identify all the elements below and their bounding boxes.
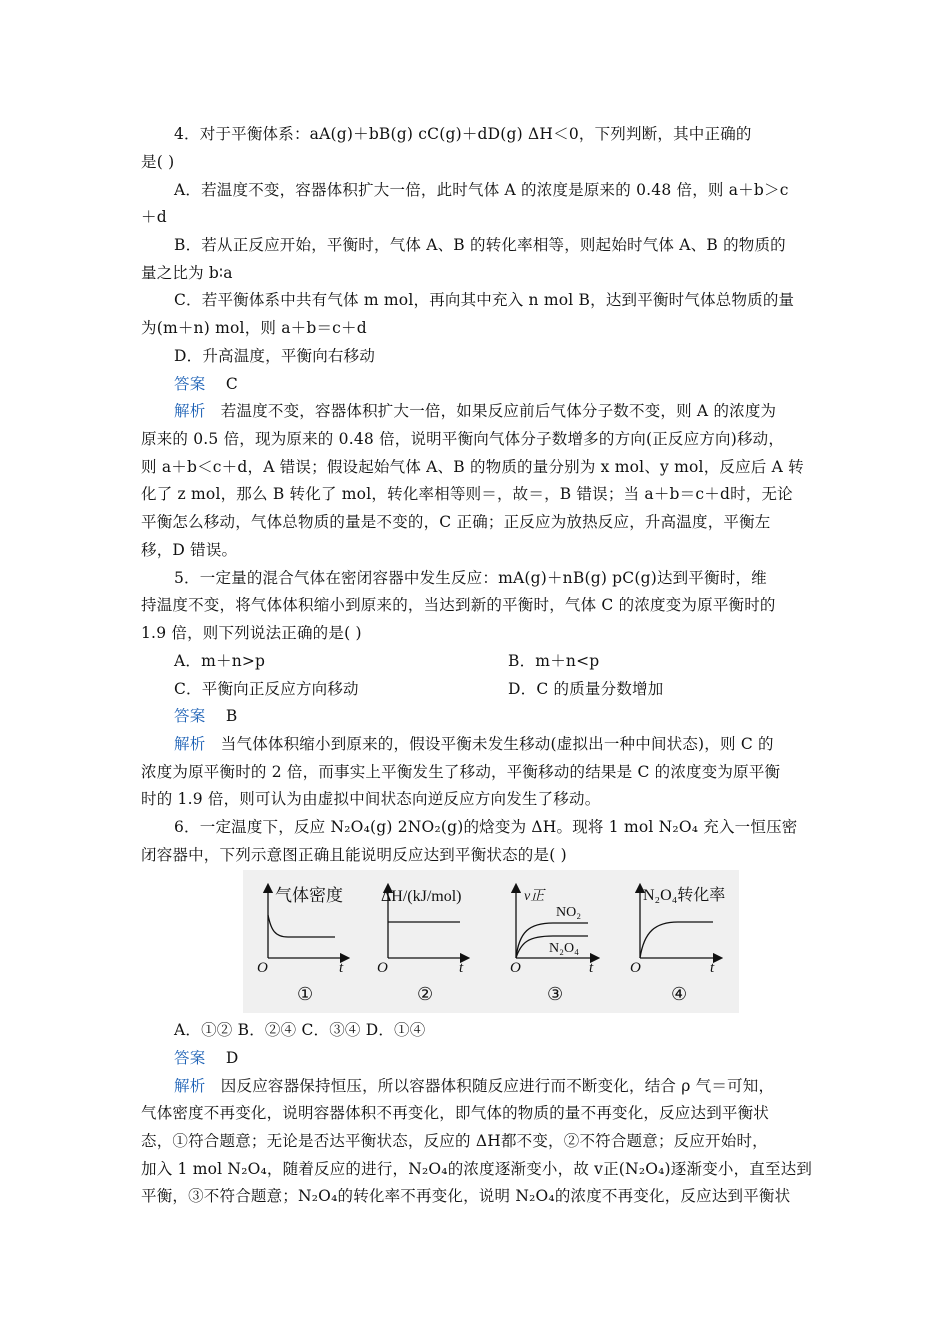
q5-option-c: C．平衡向正反应方向移动 <box>174 680 359 698</box>
q6-analysis-line3: 态，①符合题意；无论是否达平衡状态，反应的 ΔH都不变，②不符合题意；反应开始时， <box>141 1132 768 1150</box>
analysis-label: 解析 <box>174 402 206 420</box>
g3-n2o4-label: N₂O₄ <box>549 941 579 956</box>
q6-answer <box>174 1048 854 1068</box>
analysis-text: 因反应容器保持恒压，所以容器体积随反应进行而不断变化，结合 ρ 气＝可知， <box>220 1077 775 1095</box>
g3-ylabel: v正 <box>524 889 545 904</box>
q5-stem-line1: 5．一定量的混合气体在密闭容器中发生反应：mA(g)＋nB(g) pC(g)达到平衡时，维 <box>174 569 767 587</box>
analysis-label: 解析 <box>174 1077 206 1095</box>
q4-answer <box>174 374 854 394</box>
answer-value: C <box>225 375 238 393</box>
q4-analysis-line1 <box>174 401 854 421</box>
answer-label: 答案 <box>174 375 206 393</box>
q5-answer <box>174 706 854 726</box>
g3-no2-label: NO₂ <box>556 905 582 920</box>
g3-xlabel: t <box>589 960 594 976</box>
q5-option-a: A．m＋n>p <box>174 652 266 670</box>
q4-analysis-line2: 原来的 0.5 倍，现为原来的 0.48 倍，说明平衡向气体分子数增多的方向(正反应方向)移动， <box>141 430 785 448</box>
q6-analysis-line1 <box>174 1076 854 1096</box>
q4-option-d: D．升高温度，平衡向右移动 <box>174 347 376 365</box>
graph-2 <box>377 888 465 1004</box>
q4-option-a-line2: ＋d <box>141 208 167 226</box>
q5-options-row2 <box>174 679 854 699</box>
q5-option-b: B．m＋n<p <box>508 652 600 670</box>
q5-stem-line3: 1.9 倍，则下列说法正确的是( ) <box>141 624 362 642</box>
q6-analysis-line4: 加入 1 mol N₂O₄，随着反应的进行，N₂O₄的浓度逐渐变小，故 v正(N₂O₄)逐渐变小，直至达到 <box>141 1160 813 1178</box>
g4-origin: O <box>630 960 641 976</box>
q4-option-c-line1: C．若平衡体系中共有气体 m mol，再向其中充入 n mol B，达到平衡时气体总物质的量 <box>174 291 795 309</box>
q5-analysis-line2: 浓度为原平衡时的 2 倍，而事实上平衡发生了移动，平衡移动的结果是 C 的浓度变为原平衡 <box>141 763 781 781</box>
graph-4 <box>630 886 725 1004</box>
analysis-text: 若温度不变，容器体积扩大一倍，如果反应前后气体分子数不变，则 A 的浓度为 <box>220 402 777 420</box>
q4-stem-line2: 是( ) <box>141 153 175 171</box>
q4-analysis-line4: 化了 z mol，那么 B 转化了 mol，转化率相等则＝，故＝，B 错误；当 a＋b＝c＋d时，无论 <box>141 485 793 503</box>
caption-1: ① <box>297 984 314 1004</box>
answer-label: 答案 <box>174 707 206 725</box>
q4-analysis-line6: 移，D 错误。 <box>141 541 238 559</box>
conversion-curve <box>640 922 713 958</box>
g2-ylabel: ΔH/(kJ/mol) <box>381 888 462 905</box>
g3-origin: O <box>510 960 521 976</box>
caption-4: ④ <box>671 984 688 1004</box>
q6-graphs <box>243 870 739 1013</box>
q6-options: A．①② B．②④ C．③④ D．①④ <box>174 1021 426 1039</box>
g2-origin: O <box>377 960 388 976</box>
graph-1 <box>257 886 345 1004</box>
answer-label: 答案 <box>174 1049 206 1067</box>
q4-analysis-line5: 平衡怎么移动，气体总物质的量是不变的，C 正确；正反应为放热反应，升高温度，平衡左 <box>141 513 771 531</box>
g4-xlabel: t <box>710 960 715 976</box>
g4-ylabel: N₂O₄转化率 <box>643 887 726 904</box>
g1-origin: O <box>257 960 268 976</box>
q5-option-d: D．C 的质量分数增加 <box>508 680 664 698</box>
density-curve <box>268 915 335 937</box>
q4-option-c-line2: 为(m＋n) mol，则 a＋b＝c＋d <box>141 319 367 337</box>
q6-stem-line2: 闭容器中，下列示意图正确且能说明反应达到平衡状态的是( ) <box>141 846 567 864</box>
q4-analysis-line3: 则 a＋b＜c＋d，A 错误；假设起始气体 A、B 的物质的量分别为 x mol、y mol，反应后 A 转 <box>141 458 804 476</box>
answer-value: B <box>225 707 238 725</box>
graph-3 <box>510 888 595 1004</box>
q4-option-b-line1: B．若从正反应开始，平衡时，气体 A、B 的转化率相等，则起始时气体 A、B 的物质的 <box>174 236 786 254</box>
g1-ylabel: 气体密度 <box>275 886 343 905</box>
caption-3: ③ <box>547 984 564 1004</box>
q5-analysis-line1 <box>174 734 854 754</box>
q4-option-a-line1: A．若温度不变，容器体积扩大一倍，此时气体 A 的浓度是原来的 0.48 倍，则 a＋b＞c <box>174 181 789 199</box>
g2-xlabel: t <box>459 960 464 976</box>
q5-analysis-line3: 时的 1.9 倍，则可认为由虚拟中间状态向逆反应方向发生了移动。 <box>141 790 601 808</box>
q6-stem-line1: 6．一定温度下，反应 N₂O₄(g) 2NO₂(g)的焓变为 ΔH。现将 1 mol N₂O₄ 充入一恒压密 <box>174 818 798 836</box>
q6-analysis-line2: 气体密度不再变化，说明容器体积不再变化，即气体的物质的量不再变化，反应达到平衡状 <box>141 1104 770 1122</box>
g1-xlabel: t <box>339 960 344 976</box>
analysis-text: 当气体体积缩小到原来的，假设平衡未发生移动(虚拟出一种中间状态)，则 C 的 <box>220 735 774 753</box>
q6-analysis-line5: 平衡，③不符合题意；N₂O₄的转化率不再变化，说明 N₂O₄的浓度不再变化，反应达到平衡状 <box>141 1187 791 1205</box>
caption-2: ② <box>417 984 434 1004</box>
q5-stem-line2: 持温度不变，将气体体积缩小到原来的，当达到新的平衡时，气体 C 的浓度变为原平衡时的 <box>141 596 776 614</box>
q4-option-b-line2: 量之比为 b∶a <box>141 264 233 282</box>
q5-options-row1 <box>174 651 854 671</box>
q6-figure <box>243 870 739 1013</box>
answer-value: D <box>225 1049 239 1067</box>
q4-stem-line1: 4．对于平衡体系：aA(g)＋bB(g) cC(g)＋dD(g) ΔH＜0，下列判断，其中正确的 <box>174 125 752 143</box>
analysis-label: 解析 <box>174 735 206 753</box>
